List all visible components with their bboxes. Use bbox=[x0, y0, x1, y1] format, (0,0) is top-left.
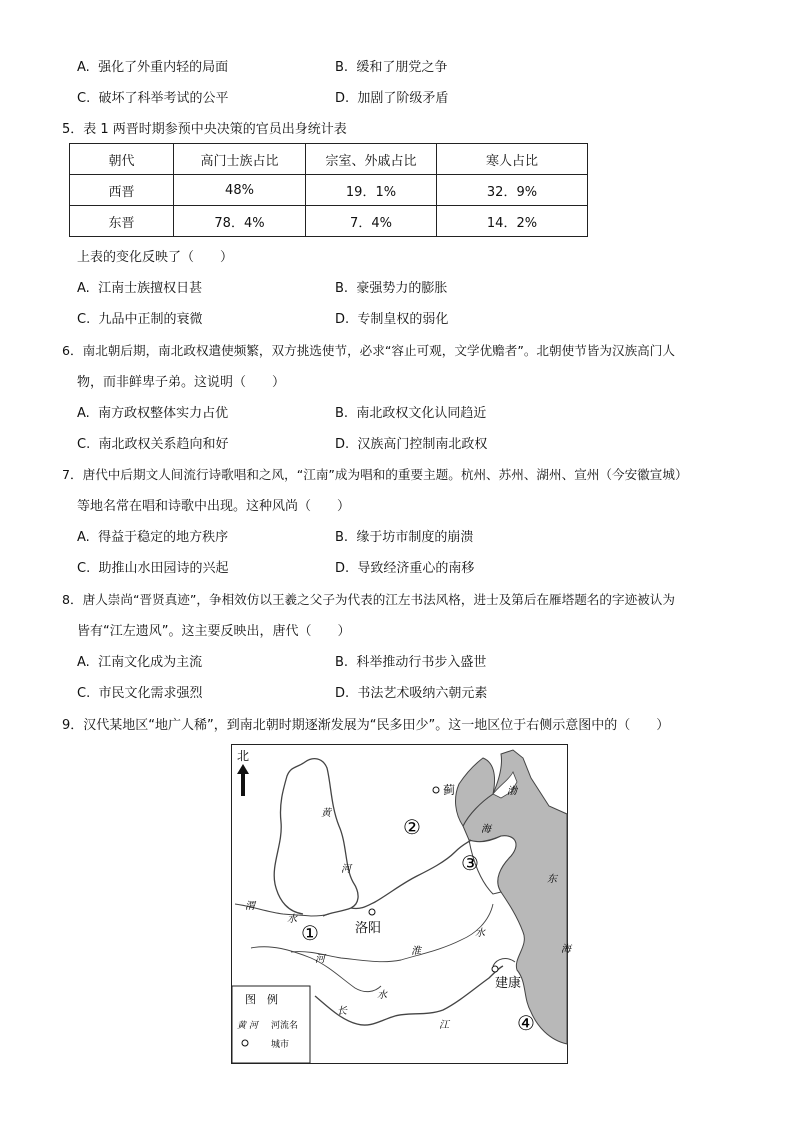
q4-option-c[interactable] bbox=[77, 87, 229, 106]
option-key: B. bbox=[335, 281, 349, 296]
table-header-cell: 宗室、外戚占比 bbox=[306, 144, 437, 175]
option-text: 强化了外重内轻的局面 bbox=[98, 60, 229, 75]
option-text: 豪强势力的膨胀 bbox=[356, 281, 448, 296]
option-key: D. bbox=[335, 312, 350, 327]
option-text: 南北政权文化认同趋近 bbox=[356, 406, 487, 421]
q8-option-d[interactable] bbox=[335, 682, 487, 701]
option-text: 江南文化成为主流 bbox=[98, 655, 203, 670]
table-cell: 48% bbox=[174, 175, 306, 206]
legend-city-label: 城市 bbox=[271, 1040, 290, 1050]
city-label-luoyang: 洛阳 bbox=[355, 921, 382, 936]
q6-option-d[interactable] bbox=[335, 433, 487, 452]
option-key: B. bbox=[335, 530, 349, 545]
region-1: ① bbox=[301, 921, 319, 945]
option-key: A. bbox=[77, 655, 90, 670]
option-text: 加剧了阶级矛盾 bbox=[357, 91, 449, 106]
option-key: B. bbox=[335, 406, 349, 421]
option-text: 导致经济重心的南移 bbox=[357, 561, 475, 576]
table-header-cell: 高门士族占比 bbox=[174, 144, 306, 175]
option-text: 市民文化需求强烈 bbox=[98, 686, 203, 701]
q5-option-c[interactable] bbox=[77, 308, 203, 327]
north-label: 北 bbox=[237, 749, 250, 763]
q6-option-c[interactable] bbox=[77, 433, 229, 452]
question-6-line-1: 6．南北朝后期，南北政权遣使频繁，双方挑选使节，必求“容止可观，文学优赡者”。北朝使节皆为汉族高门人 bbox=[62, 343, 675, 358]
city-marker bbox=[369, 909, 375, 915]
q7-option-d[interactable] bbox=[335, 557, 474, 576]
label-hai-2: 海 bbox=[561, 944, 571, 955]
option-key: C. bbox=[77, 91, 91, 106]
option-key: C. bbox=[77, 312, 91, 327]
label-chang: 长 bbox=[337, 1006, 347, 1017]
option-text: 缓和了朋党之争 bbox=[356, 60, 448, 75]
table-row bbox=[70, 206, 588, 237]
q7-option-c[interactable] bbox=[77, 557, 229, 576]
question-7-line-1: 7．唐代中后期文人间流行诗歌唱和之风，“江南”成为唱和的重要主题。杭州、苏州、湖州、宣州（今安徽宣城） bbox=[62, 467, 688, 482]
q6-option-b[interactable] bbox=[335, 402, 486, 421]
label-huai: 淮 bbox=[411, 946, 421, 957]
q8-option-a[interactable] bbox=[77, 651, 202, 670]
region-3: ③ bbox=[461, 851, 479, 875]
label-dong: 东 bbox=[547, 874, 557, 885]
option-key: B. bbox=[335, 655, 349, 670]
table-header-cell: 朝代 bbox=[70, 144, 174, 175]
option-text: 科举推动行书步入盛世 bbox=[356, 655, 487, 670]
question-8-line-2: 皆有“江左遗风”。这主要反映出，唐代（ ） bbox=[77, 624, 351, 639]
option-key: D. bbox=[335, 686, 350, 701]
question-6-line-2: 物，而非鲜卑子弟。这说明（ ） bbox=[77, 375, 286, 390]
label-he-1: 河 bbox=[341, 864, 351, 875]
table-header-cell: 寒人占比 bbox=[437, 144, 588, 175]
label-shui-1: 水 bbox=[287, 914, 297, 925]
table-cell: 东晋 bbox=[70, 206, 174, 237]
q7-option-b[interactable] bbox=[335, 526, 473, 545]
option-text: 江南士族擅权日甚 bbox=[98, 281, 203, 296]
q7-option-a[interactable] bbox=[77, 526, 228, 545]
table-cell: 14．2% bbox=[437, 206, 588, 237]
label-huang: 黄 bbox=[321, 808, 331, 819]
city-label-ji: 蓟 bbox=[443, 783, 456, 797]
option-key: D. bbox=[335, 561, 350, 576]
question-9-line-1: 9．汉代某地区“地广人稀”，到南北朝时期逐渐发展为“民多田少”。这一地区位于右侧示意图中的（ ） bbox=[62, 718, 670, 733]
label-hai-1: 海 bbox=[481, 824, 491, 835]
statistics-table bbox=[69, 143, 588, 237]
question-8-line-1: 8．唐人崇尚“晋贤真迹”，争相效仿以王羲之父子为代表的江左书法风格，进士及第后在雁塔题名的字迹被认为 bbox=[62, 592, 675, 607]
table-cell: 7．4% bbox=[306, 206, 437, 237]
city-marker bbox=[492, 966, 498, 972]
option-text: 专制皇权的弱化 bbox=[357, 312, 449, 327]
q5-option-b[interactable] bbox=[335, 277, 447, 296]
legend-city-icon bbox=[242, 1040, 248, 1046]
legend-river-label: 河流名 bbox=[271, 1021, 299, 1031]
legend-river-sample: 黄 河 bbox=[237, 1021, 258, 1031]
table-cell: 西晋 bbox=[70, 175, 174, 206]
option-text: 汉族高门控制南北政权 bbox=[357, 437, 488, 452]
option-text: 缘于坊市制度的崩溃 bbox=[356, 530, 474, 545]
option-key: A. bbox=[77, 281, 90, 296]
table-header-row bbox=[70, 144, 588, 175]
option-key: A. bbox=[77, 406, 90, 421]
table-cell: 32．9% bbox=[437, 175, 588, 206]
option-key: D. bbox=[335, 91, 350, 106]
label-he-2: 河 bbox=[315, 954, 325, 965]
q8-option-b[interactable] bbox=[335, 651, 486, 670]
option-key: B. bbox=[335, 60, 349, 75]
option-key: D. bbox=[335, 437, 350, 452]
q4-option-b[interactable] bbox=[335, 56, 447, 75]
table-row bbox=[70, 175, 588, 206]
region-2: ② bbox=[403, 815, 421, 839]
q6-option-a[interactable] bbox=[77, 402, 228, 421]
option-text: 书法艺术吸纳六朝元素 bbox=[357, 686, 488, 701]
option-text: 破坏了科举考试的公平 bbox=[98, 91, 229, 106]
q4-option-d[interactable] bbox=[335, 87, 448, 106]
option-text: 得益于稳定的地方秩序 bbox=[98, 530, 229, 545]
map-figure bbox=[231, 744, 571, 1064]
label-bo: 渤 bbox=[507, 786, 517, 797]
option-key: C. bbox=[77, 561, 91, 576]
option-key: C. bbox=[77, 437, 91, 452]
question-5-stem: 上表的变化反映了（ ） bbox=[77, 250, 234, 265]
q5-option-d[interactable] bbox=[335, 308, 448, 327]
q5-option-a[interactable] bbox=[77, 277, 202, 296]
question-7-line-2: 等地名常在唱和诗歌中出现。这种风尚（ ） bbox=[77, 499, 351, 514]
label-shui-2: 水 bbox=[475, 928, 485, 939]
option-text: 南方政权整体实力占优 bbox=[98, 406, 229, 421]
label-wei: 渭 bbox=[245, 901, 255, 912]
city-label-jiankang: 建康 bbox=[495, 976, 522, 991]
option-key: A. bbox=[77, 60, 90, 75]
option-key: C. bbox=[77, 686, 91, 701]
legend-title: 图 例 bbox=[245, 993, 278, 1006]
option-text: 九品中正制的衰微 bbox=[98, 312, 203, 327]
region-4: ④ bbox=[517, 1011, 535, 1035]
q4-option-a[interactable] bbox=[77, 56, 228, 75]
q8-option-c[interactable] bbox=[77, 682, 203, 701]
table-cell: 78．4% bbox=[174, 206, 306, 237]
option-key: A. bbox=[77, 530, 90, 545]
table-cell: 19．1% bbox=[306, 175, 437, 206]
city-marker bbox=[433, 787, 439, 793]
option-text: 助推山水田园诗的兴起 bbox=[98, 561, 229, 576]
option-text: 南北政权关系趋向和好 bbox=[98, 437, 229, 452]
label-shui-3: 水 bbox=[377, 990, 387, 1001]
question-5-title: 5．表 1 两晋时期参预中央决策的官员出身统计表 bbox=[62, 122, 347, 137]
label-jiang: 江 bbox=[439, 1020, 449, 1031]
